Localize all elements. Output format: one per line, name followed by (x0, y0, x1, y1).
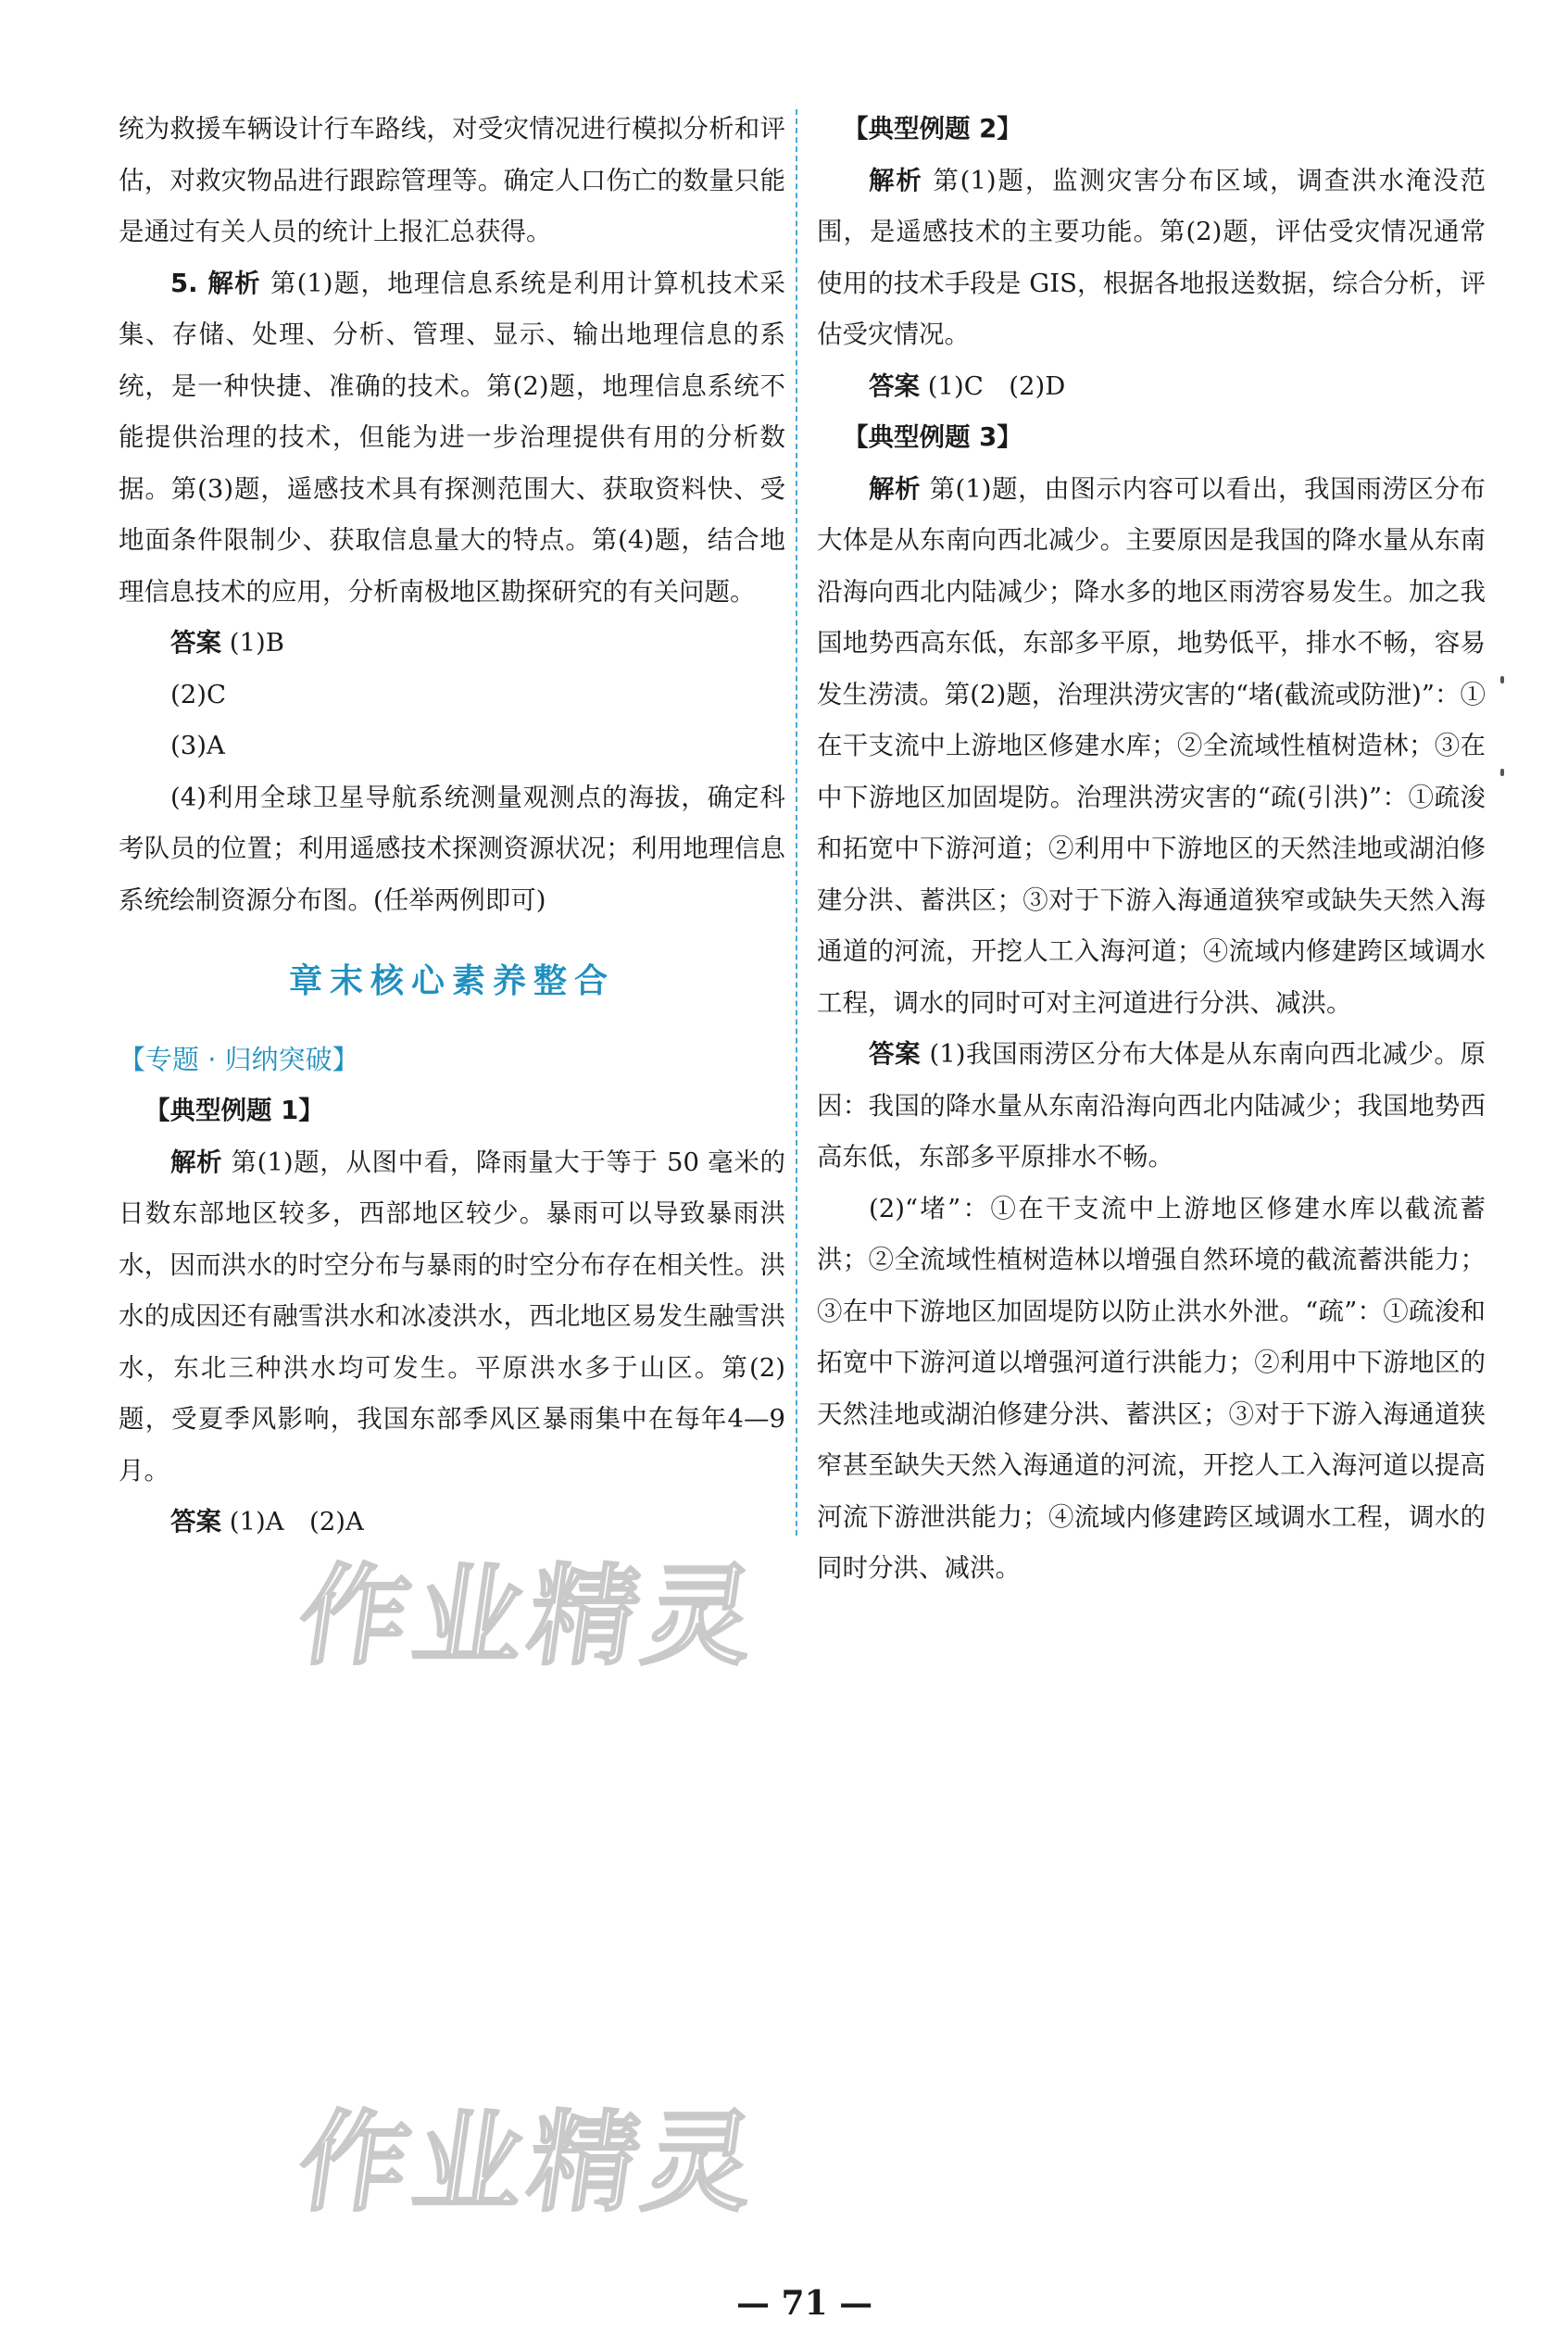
answer-label: 答案 (869, 1039, 922, 1069)
example-1-analysis: 解析 第(1)题，从图中看，降雨量大于等于 50 毫米的日数东部地区较多，西部地区较少。暴雨可以导致暴雨洪水，因而洪水的时空分布与暴雨的时空分布存在相关性。洪水的成因还有融雪洪水和冰凌洪水，西北地区易发生融雪洪水，东北三种洪水均可发生。平原洪水多于山区。第(2)题，受夏季风影响，我国东部季风区暴雨集中在每年4—9月。 (119, 1147, 785, 1486)
answer-label: 答案 (170, 1507, 221, 1536)
example-3-analysis: 解析 第(1)题，由图示内容可以看出，我国雨涝区分布大体是从东南向西北减少。主要原因是我国的降水量从东南沿海向西北内陆减少；降水多的地区雨涝容易发生。加之我国地势西高东低，东部多平原，地势低平，排水不畅，容易发生涝渍。第(2)题，治理洪涝灾害的“堵(截流或防泄)”：①在干支流中上游地区修建水库；②全流域性植树造林；③在中下游地区加固堤防。治理洪涝灾害的“疏(引洪)”：①疏浚和拓宽中下游河道；②利用中下游地区的天然洼地或湖泊修建分洪、蓄洪区；③对于下游入海通道狭窄或缺失天然入海通道的河流，开挖人工入海河道；④流域内修建跨区域调水工程，调水的同时可对主河道进行分洪、减洪。 (817, 473, 1486, 1018)
example-3-title: 【典型例题 3】 (843, 422, 1022, 452)
answer-label: 答案 (170, 628, 221, 658)
scan-mark (1500, 769, 1504, 776)
analysis-label: 解析 (869, 165, 923, 195)
q5-analysis: 5. 解析 第(1)题，地理信息系统是利用计算机技术采集、存储、处理、分析、管理、显示、输出地理信息的系统，是一种快捷、准确的技术。第(2)题，地理信息系统不能提供治理的技术，但能为进一步治理提供有用的分析数据。第(3)题，遥感技术具有探测范围大、获取资料快、受地面条件限制少、获取信息量大的特点。第(4)题，结合地理信息技术的应用，分析南极地区勘探研究的有关问题。 (119, 268, 785, 607)
example-1-title: 【典型例题 1】 (144, 1096, 324, 1125)
page-number: — 71 — (736, 2284, 873, 2323)
example-2-analysis: 解析 第(1)题，监测灾害分布区域，调查洪水淹没范围，是遥感技术的主要功能。第(2)题，评估受灾情况通常使用的技术手段是 GIS，根据各地报送数据，综合分析，评估受灾情况。 (817, 165, 1486, 349)
watermark: 作业精灵 (290, 2099, 769, 2226)
answer-label: 答案 (869, 370, 920, 401)
left-column (119, 104, 785, 1549)
q5-answer-3: (3)A (170, 731, 225, 760)
example-3-answer-2: (2)“堵”：①在干支流中上游地区修建水库以截流蓄洪；②全流域性植树造林以增强自然环境的截流蓄洪能力；③在中下游地区加固堤防以防止洪水外泄。“疏”：①疏浚和拓宽中下游河道以增强河道行洪能力；②利用中下游地区的天然洼地或湖泊修建分洪、蓄洪区；③对于下游入海通道狭窄甚至缺失天然入海通道的河流，开挖人工入海河道以提高河流下游泄洪能力；④流域内修建跨区域调水工程，调水的同时分洪、减洪。 (817, 1193, 1486, 1583)
example-1-answer: 答案 (1)A (2)A (170, 1507, 364, 1536)
q5-answer-4: (4)利用全球卫星导航系统测量观测点的海拔，确定科考队员的位置；利用遥感技术探测资源状况；利用地理信息系统绘制资源分布图。(任举两例即可) (119, 782, 785, 915)
example-2-title: 【典型例题 2】 (843, 114, 1022, 144)
right-column (817, 104, 1486, 1595)
watermark: 作业精灵 (290, 1552, 769, 1680)
chapter-title: 章末核心素养整合 (288, 962, 615, 1000)
q5-answer-2: (2)C (170, 679, 226, 709)
analysis-label: 5. 解析 (170, 268, 261, 298)
q5-answer-1: 答案 (1)B (170, 628, 284, 658)
scan-mark (1500, 676, 1504, 683)
paragraph-continued: 统为救援车辆设计行车路线，对受灾情况进行模拟分析和评估，对救灾物品进行跟踪管理等。确定人口伤亡的数量只能是通过有关人员的统计上报汇总获得。 (119, 114, 785, 246)
column-divider (796, 109, 797, 1536)
analysis-label: 解析 (170, 1147, 223, 1177)
section-title: 【专题 · 归纳突破】 (119, 1044, 359, 1075)
analysis-label: 解析 (869, 473, 922, 504)
example-2-answer: 答案 (1)C (2)D (869, 370, 1066, 401)
example-3-answer-1: 答案 (1)我国雨涝区分布大体是从东南向西北减少。原因：我国的降水量从东南沿海向西北内陆减少；我国地势西高东低，东部多平原排水不畅。 (817, 1039, 1486, 1172)
